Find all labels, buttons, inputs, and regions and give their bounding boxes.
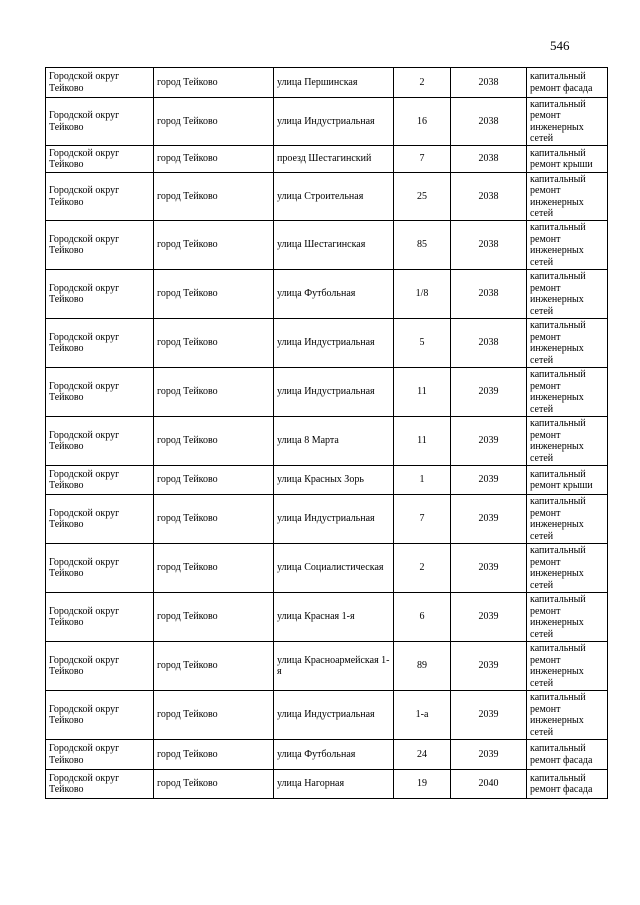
okrug-line: Городской округ xyxy=(49,468,120,480)
cell-work-type: капитальный ремонт инженерных сетей xyxy=(527,495,608,544)
cell-street: улица Индустриальная xyxy=(274,691,394,740)
cell-year: 2039 xyxy=(451,642,527,691)
okrug-line: Тейково xyxy=(49,441,84,452)
okrug-line: Тейково xyxy=(49,294,84,305)
cell-city: город Тейково xyxy=(154,368,274,417)
cell-year: 2039 xyxy=(451,691,527,740)
page-number: 546 xyxy=(550,38,570,53)
okrug-line: Тейково xyxy=(49,245,84,256)
cell-house-number: 25 xyxy=(394,173,451,221)
table-row xyxy=(46,642,608,691)
table-row xyxy=(46,173,608,221)
okrug-line: Городской округ xyxy=(49,233,120,245)
cell-year: 2039 xyxy=(451,544,527,593)
okrug-line: Городской округ xyxy=(49,703,120,715)
table-row xyxy=(46,146,608,173)
cell-street: улица Красных Зорь xyxy=(274,466,394,495)
cell-city: город Тейково xyxy=(154,68,274,98)
cell-city: город Тейково xyxy=(154,98,274,146)
table-row xyxy=(46,417,608,466)
cell-year: 2038 xyxy=(451,68,527,98)
cell-house-number: 1/8 xyxy=(394,270,451,319)
cell-okrug xyxy=(46,495,154,544)
cell-work-type: капитальный ремонт фасада xyxy=(527,740,608,770)
okrug-line: Городской округ xyxy=(49,71,120,82)
cell-house-number: 24 xyxy=(394,740,451,770)
cell-street: проезд Шестагинский xyxy=(274,146,394,173)
cell-okrug xyxy=(46,593,154,642)
cell-city: город Тейково xyxy=(154,221,274,270)
cell-work-type: капитальный ремонт крыши xyxy=(527,146,608,173)
cell-city: город Тейково xyxy=(154,770,274,799)
cell-house-number: 1 xyxy=(394,466,451,495)
okrug-line: Тейково xyxy=(49,568,84,579)
cell-house-number: 5 xyxy=(394,319,451,368)
cell-year: 2038 xyxy=(451,319,527,368)
okrug-line: Городской округ xyxy=(49,429,120,441)
cell-house-number: 19 xyxy=(394,770,451,799)
cell-work-type: капитальный ремонт инженерных сетей xyxy=(527,221,608,270)
cell-house-number: 11 xyxy=(394,417,451,466)
cell-city: город Тейково xyxy=(154,319,274,368)
table-row xyxy=(46,270,608,319)
table-row xyxy=(46,740,608,770)
cell-work-type: капитальный ремонт инженерных сетей xyxy=(527,173,608,221)
cell-okrug xyxy=(46,691,154,740)
cell-okrug xyxy=(46,173,154,221)
cell-work-type: капитальный ремонт инженерных сетей xyxy=(527,417,608,466)
table-row xyxy=(46,593,608,642)
cell-okrug xyxy=(46,642,154,691)
cell-year: 2038 xyxy=(451,221,527,270)
cell-okrug xyxy=(46,319,154,368)
okrug-line: Городской округ xyxy=(49,605,120,617)
cell-work-type: капитальный ремонт инженерных сетей xyxy=(527,98,608,146)
cell-year: 2039 xyxy=(451,495,527,544)
cell-city: город Тейково xyxy=(154,691,274,740)
cell-street: улица 8 Марта xyxy=(274,417,394,466)
cell-okrug xyxy=(46,368,154,417)
cell-work-type: капитальный ремонт крыши xyxy=(527,466,608,495)
cell-okrug xyxy=(46,417,154,466)
okrug-line: Тейково xyxy=(49,82,84,94)
okrug-line: Городской округ xyxy=(49,380,120,392)
cell-city: город Тейково xyxy=(154,593,274,642)
cell-okrug xyxy=(46,466,154,495)
okrug-line: Городской округ xyxy=(49,282,120,294)
cell-year: 2039 xyxy=(451,740,527,770)
cell-house-number: 89 xyxy=(394,642,451,691)
cell-city: город Тейково xyxy=(154,146,274,173)
okrug-line: Тейково xyxy=(49,196,84,208)
cell-house-number: 7 xyxy=(394,146,451,173)
okrug-line: Городской округ xyxy=(49,147,120,159)
cell-okrug xyxy=(46,68,154,98)
cell-house-number: 7 xyxy=(394,495,451,544)
cell-street: улица Футбольная xyxy=(274,270,394,319)
cell-year: 2039 xyxy=(451,466,527,495)
cell-street: улица Нагорная xyxy=(274,770,394,799)
cell-work-type: капитальный ремонт инженерных сетей xyxy=(527,270,608,319)
cell-work-type: капитальный ремонт инженерных сетей xyxy=(527,691,608,740)
table-row xyxy=(46,319,608,368)
table-row xyxy=(46,98,608,146)
okrug-line: Городской округ xyxy=(49,185,120,196)
cell-year: 2040 xyxy=(451,770,527,799)
cell-okrug xyxy=(46,146,154,173)
okrug-line: Тейково xyxy=(49,754,84,766)
cell-house-number: 2 xyxy=(394,544,451,593)
table-row xyxy=(46,544,608,593)
table-row xyxy=(46,368,608,417)
table-body xyxy=(46,68,608,799)
table-row xyxy=(46,68,608,98)
cell-work-type: капитальный ремонт инженерных сетей xyxy=(527,593,608,642)
cell-okrug xyxy=(46,544,154,593)
cell-okrug xyxy=(46,221,154,270)
repair-schedule-table xyxy=(45,67,608,799)
okrug-line: Тейково xyxy=(49,519,84,530)
cell-work-type: капитальный ремонт фасада xyxy=(527,68,608,98)
cell-street: улица Строительная xyxy=(274,173,394,221)
cell-street: улица Индустриальная xyxy=(274,368,394,417)
cell-okrug xyxy=(46,270,154,319)
cell-street: улица Футбольная xyxy=(274,740,394,770)
okrug-line: Тейково xyxy=(49,159,84,170)
cell-city: город Тейково xyxy=(154,642,274,691)
okrug-line: Тейково xyxy=(49,121,84,133)
okrug-line: Тейково xyxy=(49,666,84,677)
table-row xyxy=(46,691,608,740)
okrug-line: Тейково xyxy=(49,617,84,628)
cell-house-number: 85 xyxy=(394,221,451,270)
cell-city: город Тейково xyxy=(154,466,274,495)
cell-street: улица Красноармейская 1-я xyxy=(274,642,394,691)
okrug-line: Тейково xyxy=(49,784,84,795)
table-row xyxy=(46,466,608,495)
cell-street: улица Социалистическая xyxy=(274,544,394,593)
okrug-line: Тейково xyxy=(49,343,84,354)
cell-year: 2038 xyxy=(451,173,527,221)
okrug-line: Городской округ xyxy=(49,110,120,121)
cell-okrug xyxy=(46,98,154,146)
cell-year: 2039 xyxy=(451,417,527,466)
okrug-line: Городской округ xyxy=(49,507,120,519)
cell-work-type: капитальный ремонт инженерных сетей xyxy=(527,642,608,691)
cell-city: город Тейково xyxy=(154,740,274,770)
okrug-line: Тейково xyxy=(49,480,84,491)
cell-street: улица Красная 1-я xyxy=(274,593,394,642)
cell-house-number: 6 xyxy=(394,593,451,642)
cell-house-number: 11 xyxy=(394,368,451,417)
cell-work-type: капитальный ремонт инженерных сетей xyxy=(527,544,608,593)
cell-street: улица Индустриальная xyxy=(274,319,394,368)
cell-city: город Тейково xyxy=(154,495,274,544)
cell-year: 2038 xyxy=(451,270,527,319)
table-row xyxy=(46,221,608,270)
okrug-line: Городской округ xyxy=(49,654,120,666)
cell-year: 2038 xyxy=(451,98,527,146)
cell-city: город Тейково xyxy=(154,270,274,319)
cell-year: 2038 xyxy=(451,146,527,173)
cell-street: улица Першинская xyxy=(274,68,394,98)
cell-house-number: 2 xyxy=(394,68,451,98)
cell-street: улица Индустриальная xyxy=(274,98,394,146)
okrug-line: Тейково xyxy=(49,392,84,403)
okrug-line: Городской округ xyxy=(49,556,120,568)
cell-house-number: 16 xyxy=(394,98,451,146)
cell-work-type: капитальный ремонт инженерных сетей xyxy=(527,368,608,417)
cell-house-number: 1-а xyxy=(394,691,451,740)
cell-work-type: капитальный ремонт фасада xyxy=(527,770,608,799)
cell-street: улица Индустриальная xyxy=(274,495,394,544)
cell-city: город Тейково xyxy=(154,544,274,593)
cell-year: 2039 xyxy=(451,368,527,417)
okrug-line: Тейково xyxy=(49,715,84,726)
okrug-line: Городской округ xyxy=(49,772,120,784)
cell-okrug xyxy=(46,770,154,799)
cell-okrug xyxy=(46,740,154,770)
table-row xyxy=(46,770,608,799)
cell-street: улица Шестагинская xyxy=(274,221,394,270)
cell-work-type: капитальный ремонт инженерных сетей xyxy=(527,319,608,368)
cell-city: город Тейково xyxy=(154,417,274,466)
table-row xyxy=(46,495,608,544)
okrug-line: Городской округ xyxy=(49,331,120,343)
cell-city: город Тейково xyxy=(154,173,274,221)
okrug-line: Городской округ xyxy=(49,743,120,754)
cell-year: 2039 xyxy=(451,593,527,642)
